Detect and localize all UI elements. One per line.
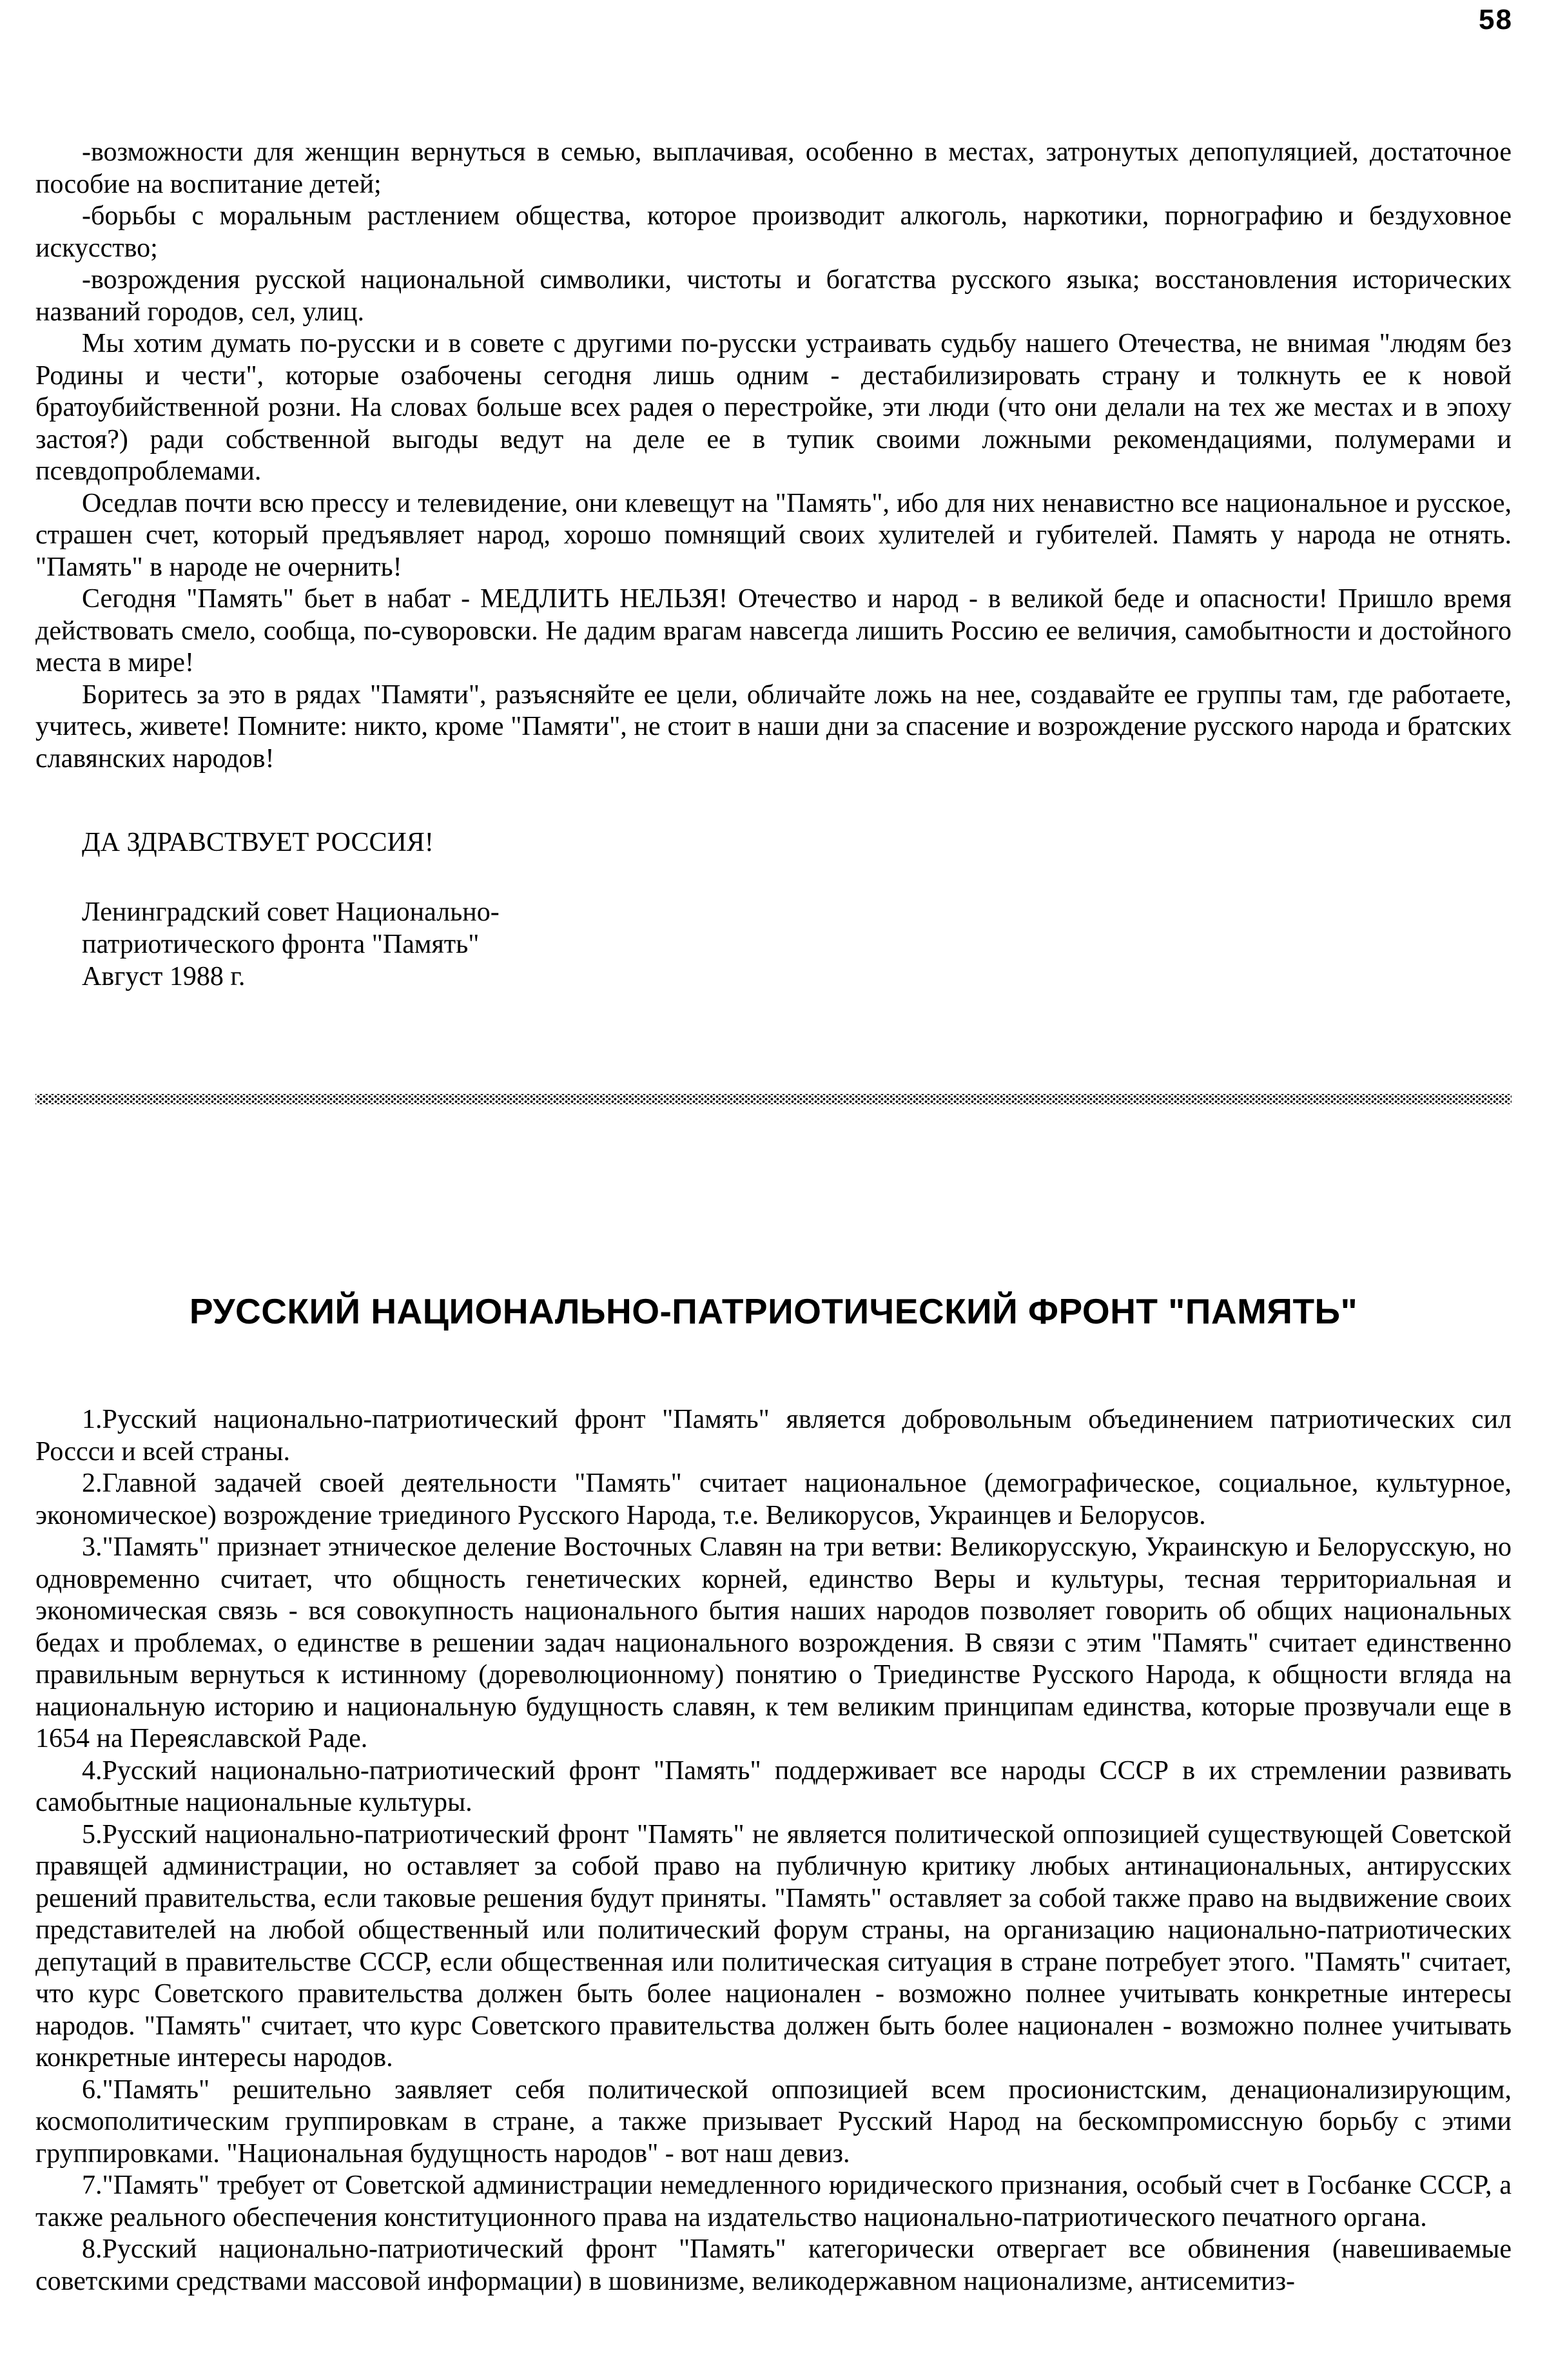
page-number: 58 bbox=[1479, 4, 1513, 35]
signature-block bbox=[35, 896, 809, 993]
manifesto-paragraph: 1.Русский национально-патриотический фронт "Память" является добровольным объединением патриотических сил Россси и всей страны. bbox=[35, 1405, 1512, 1467]
appeal-paragraph: Оседлав почти всю прессу и телевидение, они клевещут на "Память", ибо для них ненавистно все национальное и русское, страшен счет, который предъявляет народ, хорошо помнящий своих хулителей и губителей. Память у народа не отнять. "Память" в народе не очернить! bbox=[35, 488, 1512, 582]
appeal-text-section bbox=[35, 137, 1512, 775]
manifesto-paragraph: 5.Русский национально-патриотический фронт "Память" не является политической оппозицией существующей Советской правящей администрации, но оставляет за собой право на публичную критику любых антинациональных, антирусских решений правительства, если таковые решения будут приняты. "Память" оставляет за собой также право на выдвижение своих представителей на любой общественный или политический форум страны, на организацию национально-патриотических депутаций в правительстве СССР, если общественная или политическая ситуация в стране потребует этого. "Память" считает, что курс Советского правительства должен быть более национален - возможно полнее учитывать конкретные интересы народов. "Память" считает, что курс Советского правительства должен быть более национален - возможно полнее учитывать конкретные интересы народов. bbox=[35, 1819, 1512, 2073]
appeal-paragraph: -борьбы с моральным растлением общества, которое производит алкоголь, наркотики, порнографию и бездуховное искусство; bbox=[35, 201, 1512, 263]
appeal-paragraph: -возрождения русской национальной символики, чистоты и богатства русского языка; восстановления исторических названий городов, сел, улиц. bbox=[35, 265, 1512, 327]
manifesto-paragraph: 6."Память" решительно заявляет себя политической оппозицией всем просионистским, денационализирующим, космополитическим группировкам в стране, а также призывает Русский Народ на бескомпромиссную борьбу с этими группировками. "Национальная будущность народов" - вот наш девиз. bbox=[35, 2074, 1512, 2169]
signature-line: Ленинградский совет Национально- bbox=[82, 897, 500, 927]
appeal-paragraph: Сегодня "Память" бьет в набат - МЕДЛИТЬ НЕЛЬЗЯ! Отечество и народ - в великой беде и опасности! Пришло время действовать смело, сообща, по-суворовски. Не дадим врагам навсегда лишить Россию ее величия, самобытности и достойного места в мире! bbox=[35, 584, 1512, 678]
manifesto-paragraph: 4.Русский национально-патриотический фронт "Память" поддерживает все народы СССР в их стремлении развивать самобытные национальные культуры. bbox=[35, 1755, 1512, 1817]
appeal-paragraph: Мы хотим думать по-русски и в совете с другими по-русски устраивать судьбу нашего Отечества, не внимая "людям без Родины и чести", которые озабочены сегодня лишь одним - дестабилизировать страну и толкнуть ее к новой братоубийственной розни. На словах больше всех радея о перестройке, эти люди (что они делали на тех же местах и в эпоху застоя?) ради собственной выгоды ведут на деле ее в тупик своими ложными рекомендациями, полумерами и псевдопроблемами. bbox=[35, 329, 1512, 486]
manifesto-paragraph: 3."Память" признает этническое деление Восточных Славян на три ветви: Великорусскую, Украинскую и Белорусскую, но одновременно считает, что общность генетических корней, единство Веры и культуры, тесная территориальная и экономическая связь - вся совокупность национального бытия наших народов позволяет говорить об общих национальных бедах и проблемах, о единстве в решении задач национального возрождения. В связи с этим "Память" считает единственно правильным вернуться к истинному (дореволюционному) понятию о Триединстве Русского Народа, к общности вгляда на национальную историю и национальную будущность славян, к тем великим принципам единства, которые прозвучали еще в 1654 на Переяславской Раде. bbox=[35, 1532, 1512, 1753]
dotted-divider bbox=[35, 1094, 1512, 1104]
manifesto-paragraph: 8.Русский национально-патриотический фронт "Память" категорически отвергает все обвинения (навешиваемые советскими средствами массовой информации) в шовинизме, великодержавном национализме, антисемитиз- bbox=[35, 2234, 1512, 2296]
manifesto-paragraph: 2.Главной задачей своей деятельности "Память" считает национальное (демографическое, социальное, культурное, экономическое) возрождение триединого Русского Народа, т.е. Великорусов, Украинцев и Белорусов. bbox=[35, 1468, 1512, 1530]
signature-line: Август 1988 г. bbox=[82, 962, 246, 991]
manifesto-paragraph: 7."Память" требует от Советской администрации немедленного юридического признания, особый счет в Госбанке СССР, а также реального обеспечения конституционного права на издательство национально-патриотического печатного органа. bbox=[35, 2170, 1512, 2232]
appeal-paragraph: Боритесь за это в рядах "Памяти", разъясняйте ее цели, обличайте ложь на нее, создавайте ее группы там, где работаете, учитесь, живете! Помните: никто, кроме "Памяти", не стоит в наши дни за спасение и возрождение русского народа и братских славянских народов! bbox=[35, 679, 1512, 774]
appeal-paragraph: -возможности для женщин вернуться в семью, выплачивая, особенно в местах, затронутых депопуляцией, достаточное пособие на воспитание детей; bbox=[35, 137, 1512, 199]
manifesto-text-section bbox=[35, 1404, 1512, 2297]
slogan-line: ДА ЗДРАВСТВУЕТ РОССИЯ! bbox=[82, 828, 434, 857]
manifesto-title: РУССКИЙ НАЦИОНАЛЬНО-ПАТРИОТИЧЕСКИЙ ФРОНТ "ПАМЯТЬ" bbox=[189, 1291, 1358, 1331]
signature-line: патриотического фронта "Память" bbox=[82, 930, 480, 959]
